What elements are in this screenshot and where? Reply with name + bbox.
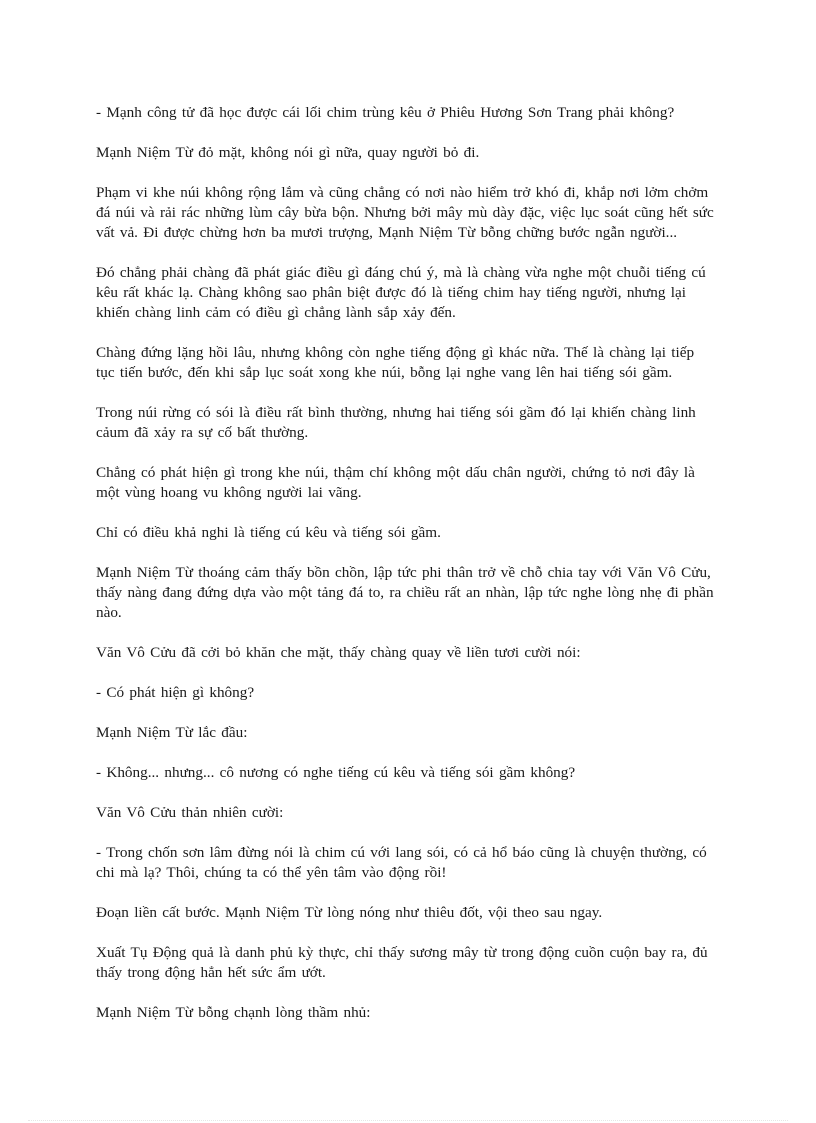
paragraph: Chỉ có điều khả nghi là tiếng cú kêu và tiếng sói gầm.: [96, 524, 441, 541]
document-body: [96, 103, 714, 1043]
paragraph: Đoạn liền cất bước. Mạnh Niệm Từ lòng nóng như thiêu đốt, vội theo sau ngay.: [96, 904, 603, 921]
paragraph: - Trong chốn sơn lâm đừng nói là chim cú với lang sói, có cả hổ báo cũng là chuyện thường, có chi mà lạ? Thôi, chúng ta có thể yên tâm vào động rồi!: [96, 844, 707, 881]
paragraph: Mạnh Niệm Từ đỏ mặt, không nói gì nữa, quay người bỏ đi.: [96, 144, 480, 161]
paragraph: Đó chẳng phải chàng đã phát giác điều gì đáng chú ý, mà là chàng vừa nghe một chuỗi tiếng cú kêu rất khác lạ. Chàng không sao phân biệt được đó là tiếng chim hay tiếng người, nhưng lại khiến chàng linh cảm có điều gì chẳng lành sắp xảy đến.: [96, 264, 706, 321]
paragraph: Chàng đứng lặng hồi lâu, nhưng không còn nghe tiếng động gì khác nữa. Thế là chàng lại tiếp tục tiến bước, đến khi sắp lục soát xong khe núi, bỗng lại nghe vang lên hai tiếng sói gầm.: [96, 344, 695, 381]
paragraph: Chẳng có phát hiện gì trong khe núi, thậm chí không một dấu chân người, chứng tỏ nơi đây là một vùng hoang vu không người lai vãng.: [96, 464, 695, 501]
paragraph: Xuất Tụ Động quả là danh phủ kỳ thực, chỉ thấy sương mây từ trong động cuồn cuộn bay ra, đủ thấy trong động hẳn hết sức ẩm ướt.: [96, 944, 708, 981]
page-bottom-divider: [28, 1120, 788, 1121]
paragraph: Mạnh Niệm Từ thoáng cảm thấy bồn chồn, lập tức phi thân trở về chỗ chia tay với Văn Vô Cửu, thấy nàng đang đứng dựa vào một tảng đá to, ra chiều rất an nhàn, lập tức nghe lòng nhẹ đi phần nào.: [96, 564, 714, 621]
paragraph: Mạnh Niệm Từ bỗng chạnh lòng thầm nhủ:: [96, 1004, 371, 1021]
paragraph: Văn Vô Cửu đã cởi bỏ khăn che mặt, thấy chàng quay về liền tươi cười nói:: [96, 644, 581, 661]
paragraph: - Có phát hiện gì không?: [96, 684, 255, 701]
paragraph: Trong núi rừng có sói là điều rất bình thường, nhưng hai tiếng sói gầm đó lại khiến chàng linh cảum đã xảy ra sự cố bất thường.: [96, 404, 696, 441]
paragraph: Phạm vi khe núi không rộng lắm và cũng chẳng có nơi nào hiểm trở khó đi, khắp nơi lởm chởm đá núi và rải rác những lùm cây bừa bộn. Nhưng bởi mây mù dày đặc, việc lục soát cũng hết sức vất vả. Đi được chừng hơn ba mươi trượng, Mạnh Niệm Từ bỗng chững bước ngẫn người...: [96, 184, 714, 241]
paragraph: - Không... nhưng... cô nương có nghe tiếng cú kêu và tiếng sói gầm không?: [96, 764, 576, 781]
paragraph: - Mạnh công tử đã học được cái lối chim trùng kêu ở Phiêu Hương Sơn Trang phải không?: [96, 104, 675, 121]
paragraph: Văn Vô Cửu thản nhiên cười:: [96, 804, 284, 821]
paragraph: Mạnh Niệm Từ lắc đầu:: [96, 724, 248, 741]
